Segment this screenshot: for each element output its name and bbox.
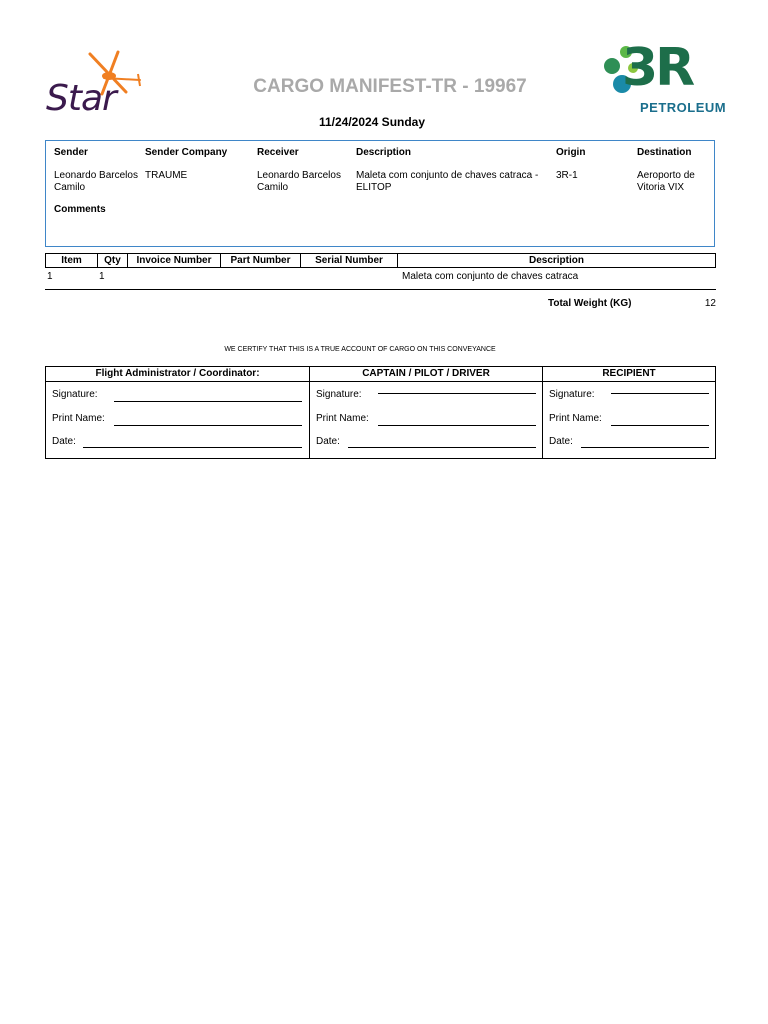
column-header-qty: Qty: [98, 254, 128, 267]
total-weight-label: Total Weight (KG): [548, 298, 632, 309]
3r-petroleum-logo: [600, 38, 727, 120]
print-name-label: Print Name:: [52, 413, 105, 424]
row-item: 1: [47, 271, 53, 282]
signature-table: [45, 366, 716, 459]
signature-line[interactable]: [378, 393, 536, 394]
star-logo-text: Star: [46, 78, 116, 119]
table-divider: [45, 289, 716, 290]
print-name-line[interactable]: [378, 425, 536, 426]
date-label: Date:: [316, 436, 340, 447]
comments-label: Comments: [54, 204, 106, 215]
destination-value: Aeroporto de Vitoria VIX: [637, 170, 695, 193]
cargo-info-box: [45, 140, 715, 247]
column-header-part-number: Part Number: [221, 254, 301, 267]
row-qty: 1: [99, 271, 105, 282]
column-header-serial-number: Serial Number: [301, 254, 398, 267]
column-header-item: Item: [46, 254, 98, 267]
row-description: Maleta com conjunto de chaves catraca: [402, 271, 579, 282]
print-name-label: Print Name:: [316, 413, 369, 424]
3r-logo-text: 3R: [622, 38, 693, 98]
signature-line[interactable]: [114, 401, 302, 402]
date-label: Date:: [549, 436, 573, 447]
sender-value: Leonardo Barcelos Camilo: [54, 170, 138, 193]
signature-header-captain-pilot-driver: CAPTAIN / PILOT / DRIVER: [310, 367, 542, 382]
signature-label: Signature:: [52, 389, 98, 400]
signature-header-flight-administrator: Flight Administrator / Coordinator:: [46, 367, 309, 382]
column-header-invoice-number: Invoice Number: [128, 254, 221, 267]
date-line[interactable]: [83, 447, 302, 448]
column-header-description: Description: [528, 255, 584, 266]
date-label: Date:: [52, 436, 76, 447]
signature-block-recipient: [542, 367, 715, 458]
table-row: [45, 271, 716, 285]
origin-value: 3R-1: [556, 170, 578, 181]
sender-label: Sender: [54, 147, 88, 158]
description-value: Maleta com conjunto de chaves catraca - ELITOP: [356, 170, 539, 193]
receiver-label: Receiver: [257, 147, 299, 158]
signature-block-captain-pilot-driver: [309, 367, 542, 458]
print-name-label: Print Name:: [549, 413, 602, 424]
signature-label: Signature:: [549, 389, 595, 400]
total-weight-value: 12: [704, 298, 716, 309]
document-date: 11/24/2024 Sunday: [318, 115, 426, 129]
date-line[interactable]: [581, 447, 709, 448]
sender-company-label: Sender Company: [145, 147, 228, 158]
destination-label: Destination: [637, 147, 692, 158]
sender-company-value: TRAUME: [145, 170, 188, 181]
date-line[interactable]: [348, 447, 536, 448]
signature-block-flight-administrator: [46, 367, 309, 458]
description-label: Description: [356, 147, 412, 158]
origin-label: Origin: [556, 147, 586, 158]
signature-label: Signature:: [316, 389, 362, 400]
document-title: CARGO MANIFEST-TR - 19967: [253, 76, 527, 97]
signature-header-recipient: RECIPIENT: [543, 367, 715, 382]
signature-line[interactable]: [611, 393, 709, 394]
print-name-line[interactable]: [114, 425, 302, 426]
items-table-header: [45, 253, 716, 268]
petroleum-logo-text: PETROLEUM: [640, 100, 727, 115]
certification-statement: WE CERTIFY THAT THIS IS A TRUE ACCOUNT OF CARGO ON THIS CONVEYANCE: [224, 346, 496, 353]
star-logo: [44, 48, 144, 124]
receiver-value: Leonardo Barcelos Camilo: [257, 170, 341, 193]
print-name-line[interactable]: [611, 425, 709, 426]
